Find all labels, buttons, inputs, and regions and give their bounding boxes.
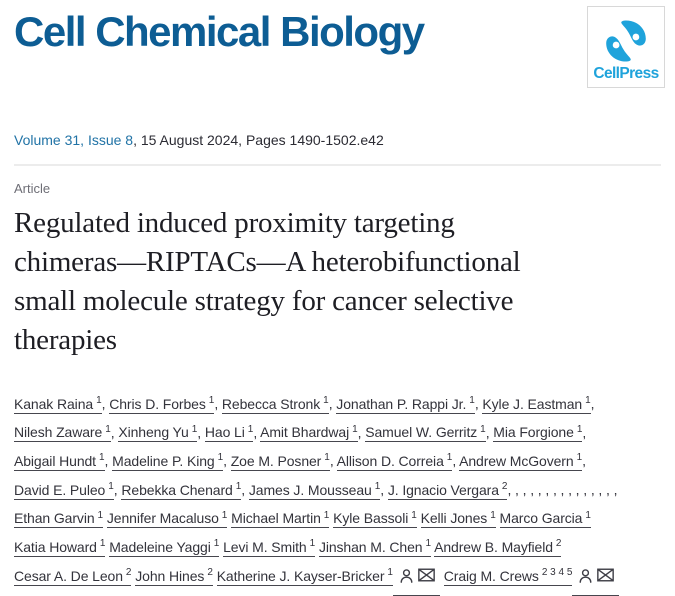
- volume-issue-link[interactable]: Volume 31, Issue 8: [14, 132, 134, 148]
- author-entry: [118, 424, 205, 442]
- author-entry: [365, 424, 493, 442]
- author-link[interactable]: Jinshan M. Chen $^1$: [318, 538, 432, 555]
- author-list: [14, 388, 661, 596]
- author-separator: ,: [357, 424, 366, 441]
- author-affiliation-superscript: 2: [501, 480, 508, 492]
- citation-date-pages: , 15 August 2024, Pages 1490-1502.e42: [133, 132, 384, 148]
- author-affiliation-superscript: 1: [247, 423, 254, 435]
- author-affiliation-superscript: 1: [108, 480, 114, 492]
- author-affiliation-superscript: 1: [585, 395, 591, 406]
- author-separator: ,: [485, 424, 494, 441]
- author-affiliation-superscript: 1: [374, 480, 381, 492]
- author-separator: ,: [110, 424, 119, 441]
- author-separator: ,: [590, 395, 595, 412]
- author-separator: ,: [328, 395, 337, 412]
- author-entry: [205, 424, 260, 442]
- author-entry: [249, 482, 388, 500]
- article-title-line: small molecule strategy for cancer selective: [14, 285, 514, 317]
- article-title-line: Regulated induced proximity targeting: [14, 207, 455, 239]
- author-separator: ,: [197, 424, 205, 441]
- author-affiliation-superscript: 1: [235, 480, 242, 492]
- author-entry: [421, 510, 496, 528]
- author-affiliation-superscript: 1: [191, 423, 198, 435]
- author-entry: [222, 396, 336, 414]
- author-affiliation-superscript: 1: [97, 509, 104, 521]
- author-entry: [444, 568, 620, 584]
- author-separator: ,: [582, 452, 586, 469]
- author-link[interactable]: Michael Martin $^1$: [231, 509, 330, 527]
- author-entry: [14, 568, 131, 586]
- author-entry: [112, 453, 231, 471]
- author-entry: [482, 396, 594, 414]
- author-entry: [14, 453, 112, 471]
- article-type-label: Article: [14, 181, 51, 196]
- author-affiliation-superscript: 1: [213, 538, 220, 550]
- author-affiliation-superscript: 1: [576, 423, 583, 435]
- journal-title-link[interactable]: Cell Chemical Biology: [14, 8, 424, 55]
- author-link[interactable]: Cesar A. De Leon $^2$: [14, 566, 132, 584]
- author-separator: ,: [113, 481, 122, 498]
- author-affiliation-superscript: 1: [324, 452, 330, 464]
- author-link[interactable]: Samuel W. Gerritz $^1$: [365, 423, 486, 441]
- author-entry: [388, 482, 618, 500]
- author-link[interactable]: Nilesh Zaware $^1$: [14, 423, 111, 441]
- author-link[interactable]: Levi M. Smith $^1$: [223, 538, 316, 555]
- author-affiliation-superscript: 2: [125, 566, 132, 578]
- author-entry: [14, 424, 118, 442]
- author-affiliation-superscript: 1: [221, 509, 228, 521]
- cellpress-logo-text: CellPress: [593, 65, 659, 82]
- author-link[interactable]: David E. Puleo $^1$: [14, 480, 114, 498]
- author-entry: [14, 539, 105, 557]
- author-link[interactable]: J. Ignacio Vergara $^2$: [387, 480, 508, 498]
- corresponding-author-icons[interactable]: [393, 568, 440, 596]
- author-link[interactable]: Katia Howard $^1$: [14, 538, 106, 555]
- author-link[interactable]: Chris D. Forbes $^1$: [109, 395, 215, 412]
- author-link[interactable]: Kelli Jones $^1$: [420, 509, 496, 527]
- author-link[interactable]: James J. Mousseau $^1$: [248, 480, 381, 498]
- author-link[interactable]: Hao Li $^1$: [204, 423, 254, 441]
- author-affiliation-superscript: 2: [555, 538, 562, 550]
- author-affiliation-superscript: 1: [585, 509, 591, 521]
- author-separator: ,: [329, 452, 337, 469]
- author-affiliation-superscript: 1: [480, 423, 486, 435]
- author-entry: [500, 510, 591, 528]
- author-entry: [434, 539, 561, 557]
- author-affiliation-superscript: 1: [309, 538, 316, 550]
- author-separator: ,: [452, 452, 460, 469]
- author-entry: [109, 396, 222, 414]
- cellpress-logo[interactable]: [587, 6, 665, 88]
- author-separator: ,: [582, 424, 587, 441]
- author-separator: ,: [241, 481, 249, 498]
- header-divider: [14, 164, 661, 166]
- author-link[interactable]: John Hines $^2$: [135, 566, 213, 584]
- author-link[interactable]: Craig M. Crews $^{2 3 4 5}$: [443, 566, 573, 584]
- author-link[interactable]: Rebecca Stronk $^1$: [221, 395, 329, 412]
- author-separator: , , , , , , , , , , , , , , ,: [507, 481, 618, 498]
- cellpress-swoosh-icon: [604, 19, 648, 63]
- author-affiliation-superscript: 1: [490, 509, 496, 521]
- journal-header: [14, 8, 661, 92]
- author-entry: [336, 396, 482, 414]
- citation-line: [14, 130, 661, 150]
- author-affiliation-superscript: 1: [323, 509, 330, 521]
- author-link[interactable]: Mia Forgione $^1$: [493, 423, 583, 441]
- author-entry: [14, 510, 103, 528]
- author-link[interactable]: Amit Bhardwaj $^1$: [260, 423, 358, 441]
- author-link[interactable]: Madeline P. King $^1$: [112, 452, 224, 469]
- author-affiliation-superscript: 1: [576, 452, 583, 464]
- author-affiliation-superscript: 1: [208, 395, 215, 406]
- article-title-line: therapies: [14, 324, 117, 356]
- author-affiliation-superscript: 1: [387, 566, 393, 578]
- author-entry: [14, 396, 109, 414]
- author-link[interactable]: Katherine J. Kayser-Bricker $^1$: [216, 566, 393, 584]
- author-entry: [231, 453, 337, 471]
- author-link[interactable]: Kyle J. Eastman $^1$: [482, 395, 591, 412]
- author-affiliation-superscript: 1: [99, 538, 106, 550]
- envelope-icon: [597, 568, 614, 582]
- person-icon: [399, 568, 414, 584]
- article-title-line: chimeras—RIPTACs—A heterobifunctional: [14, 246, 521, 278]
- author-link[interactable]: Andrew McGovern $^1$: [459, 452, 583, 469]
- author-entry: [333, 510, 417, 528]
- person-icon: [578, 568, 593, 584]
- author-entry: [459, 453, 586, 471]
- author-affiliation-superscript: 1: [323, 395, 329, 406]
- author-separator: ,: [380, 481, 388, 498]
- author-link[interactable]: Andrew B. Mayfield $^2$: [434, 538, 562, 555]
- author-affiliation-superscript: 1: [411, 509, 417, 521]
- author-affiliation-superscript: 1: [425, 538, 432, 550]
- author-link[interactable]: Ethan Garvin $^1$: [14, 509, 104, 527]
- author-link[interactable]: Zoe M. Posner $^1$: [230, 452, 330, 469]
- author-link[interactable]: Rebekka Chenard $^1$: [121, 480, 242, 498]
- author-affiliation-superscript: 1: [98, 452, 105, 464]
- author-entry: [121, 482, 249, 500]
- author-separator: ,: [101, 395, 110, 412]
- author-entry: [319, 539, 431, 557]
- author-separator: ,: [214, 395, 222, 412]
- envelope-icon: [418, 568, 435, 582]
- author-link[interactable]: Jennifer Macaluso $^1$: [106, 509, 228, 527]
- author-affiliation-superscript: 2 3 4 5: [541, 566, 573, 578]
- author-entry: [107, 510, 227, 528]
- author-entry: [231, 510, 329, 528]
- author-link[interactable]: Allison D. Correia $^1$: [336, 452, 453, 469]
- author-link[interactable]: Marco Garcia $^1$: [499, 509, 591, 527]
- author-separator: ,: [104, 452, 113, 469]
- author-separator: ,: [223, 452, 231, 469]
- author-entry: [260, 424, 365, 442]
- author-link[interactable]: Kyle Bassoli $^1$: [333, 509, 417, 527]
- author-affiliation-superscript: 1: [469, 395, 475, 406]
- author-affiliation-superscript: 1: [96, 395, 102, 406]
- author-entry: [337, 453, 460, 471]
- author-affiliation-superscript: 2: [207, 566, 213, 578]
- author-entry: [217, 568, 440, 584]
- author-affiliation-superscript: 1: [105, 423, 111, 435]
- author-affiliation-superscript: 1: [352, 423, 358, 435]
- corresponding-author-icons[interactable]: [572, 568, 619, 596]
- author-link[interactable]: Kanak Raina $^1$: [14, 395, 102, 412]
- author-entry: [493, 424, 586, 442]
- author-link[interactable]: Madeleine Yaggi $^1$: [109, 538, 220, 555]
- author-entry: [14, 482, 121, 500]
- author-affiliation-superscript: 1: [217, 452, 224, 464]
- author-link[interactable]: Abigail Hundt $^1$: [14, 452, 105, 469]
- author-separator: ,: [253, 424, 261, 441]
- author-affiliation-superscript: 1: [446, 452, 453, 464]
- author-link[interactable]: Xinheng Yu $^1$: [118, 423, 198, 441]
- article-title: [14, 204, 661, 360]
- author-link[interactable]: Jonathan P. Rappi Jr. $^1$: [336, 395, 475, 412]
- author-entry: [109, 539, 219, 557]
- author-entry: [135, 568, 213, 586]
- author-entry: [223, 539, 315, 557]
- author-separator: ,: [474, 395, 483, 412]
